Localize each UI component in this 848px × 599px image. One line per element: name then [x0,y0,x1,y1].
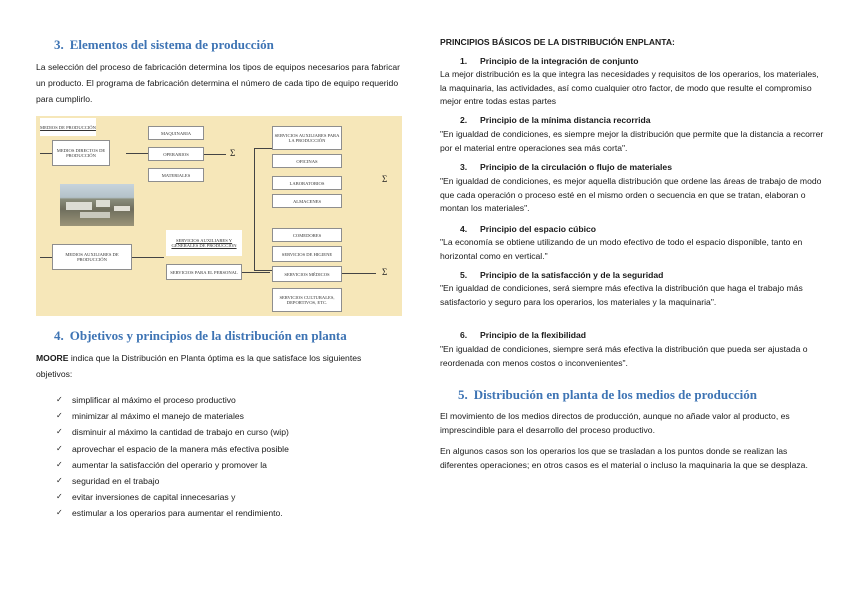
checkmark-icon: ✓ [56,427,63,437]
list-item: ✓ simplificar al máximo el proceso productivo [36,392,289,408]
principle-4-text: "La economía se obtiene utilizando de un modo efectivo de todo el espacio disponible, tanto en horizontal como en vertical." [440,237,803,261]
box-servicios-personal: SERVICIOS PARA EL PERSONAL [166,264,242,280]
principle-5-text: "En igualdad de condiciones, será siempre más efectiva la distribución que haga el trabajo más satisfactorio y seguro para los operarios, los materiales y la maquinaria". [440,283,803,307]
checkmark-icon: ✓ [56,476,63,486]
checkmark-icon: ✓ [56,492,63,502]
principle-1-title: 1. Principio de la integración de conjunto [460,56,639,66]
principle-4-title: 4. Principio del espacio cúbico [460,224,597,234]
section-4-intro: MOORE indica que la Distribución en Planta óptima es la que satisface los siguientes objetivos: [36,353,362,379]
section-5-heading: 5. Distribución en planta de los medios de producción [458,387,758,402]
checkmark-icon: ✓ [56,395,63,404]
box-materiales: MATERIALES [148,168,204,182]
box-laboratorios: LABORATORIOS [272,176,342,190]
principle-6-title: 6. Principio de la flexibilidad [460,330,587,340]
principle-3-title: 3. Principio de la circulación o flujo de materiales [460,162,672,172]
box-comedores: COMEDORES [272,228,342,242]
box-oficinas: OFICINAS [272,154,342,168]
section-4-heading: 4. Objetivos y principios de la distribución en planta [54,328,347,343]
checkmark-icon: ✓ [56,508,63,518]
sigma-symbol: Σ [382,267,388,277]
box-almacenes: ALMACENES [272,194,342,208]
objectives-list [36,392,289,522]
box-medios-directos: MEDIOS DIRECTOS DE PRODUCCIÓN [52,140,110,166]
principle-2-text: "En igualdad de condiciones, es siempre mejor la distribución que permite que la distancia a recorrer por el material entre operaciones sea más corta". [440,129,824,153]
section-3-heading: 3. Elementos del sistema de producción [54,37,274,52]
principle-6-text: "En igualdad de condiciones, siempre será más efectiva la distribución que pueda ser ajustada o reordenada con menos costos o inconvenientes". [440,344,808,368]
checkmark-icon: ✓ [56,411,63,421]
box-servicios-auxiliares: SERVICIOS AUXILIARES PARA LA PRODUCCIÓN [272,126,342,150]
sigma-symbol: Σ [382,174,388,184]
box-operarios: OPERARIOS [148,147,204,161]
list-item: ✓ minimizar al máximo el manejo de materiales [36,408,289,424]
box-medios-auxiliares: MEDIOS AUXILIARES DE PRODUCCIÓN [52,244,132,270]
principle-5-title: 5. Principio de la satisfacción y de la seguridad [460,270,664,280]
box-servicios-aux-manejo: SERVICIOS AUXILIARES Y GENERALES DE PRODUCCIÓN [166,230,242,256]
box-servicios-higiene: SERVICIOS DE HIGIENE [272,246,342,262]
checkmark-icon: ✓ [56,443,63,453]
section-3-text: La selección del proceso de fabricación determina los tipos de equipos necesarios para fabricar un producto. El programa de fabricación determina el número de cada tipo de equipo requerido para cumplirlo. [36,62,401,104]
checkmark-icon: ✓ [56,459,63,469]
box-servicios-culturales: SERVICIOS CULTURALES, DEPORTIVOS, ETC. [272,288,342,312]
list-item: ✓ aprovechar el espacio de la manera más efectiva posible [36,441,289,457]
box-maquinaria: MAQUINARIA [148,126,204,140]
production-system-diagram [36,116,402,316]
principle-2-title: 2. Principio de la mínima distancia recorrida [460,115,651,125]
list-item: ✓ seguridad en el trabajo [36,473,289,489]
list-item: ✓ evitar inversiones de capital innecesarias y [36,489,289,505]
list-item: ✓ aumentar la satisfacción del operario y promover la [36,457,289,473]
sigma-symbol: Σ [230,148,236,158]
principle-1-text: La mejor distribución es la que integra las necesidades y requisitos de los operarios, los materiales, la maquinaria, las actividades, así como cualquier otro factor, de modo que resulte el compromiso mejor entre todas estas partes [440,69,819,107]
principle-3-text: "En igualdad de condiciones, es mejor aquella distribución que ordene las áreas de trabajo de modo que cada operación o proceso esté en el mismo orden o secuencia en que se tratan, elaboran o montan los materiales". [440,176,822,214]
section-5-paragraph-1: El movimiento de los medios directos de producción, aunque no añade valor al producto, es imprescindible para el desarrollo del proceso productivo. [440,411,790,435]
box-medios-produccion: MEDIOS DE PRODUCCIÓN [40,118,96,136]
list-item: ✓ estimular a los operarios para aumentar el rendimiento. [36,505,289,521]
section-5-paragraph-2: En algunos casos son los operarios los que se trasladan a los puntos donde se realizan las diferentes operaciones; en otros casos es el material o incluso la maquinaria la que se desplaza. [440,446,808,470]
box-servicios-medicos: SERVICIOS MÉDICOS [272,266,342,282]
list-item: ✓ disminuir al máximo la cantidad de trabajo en curso (wip) [36,424,289,440]
principles-heading: PRINCIPIOS BÁSICOS DE LA DISTRIBUCIÓN ENPLANTA: [440,37,675,47]
factory-aerial-photo [60,184,134,226]
